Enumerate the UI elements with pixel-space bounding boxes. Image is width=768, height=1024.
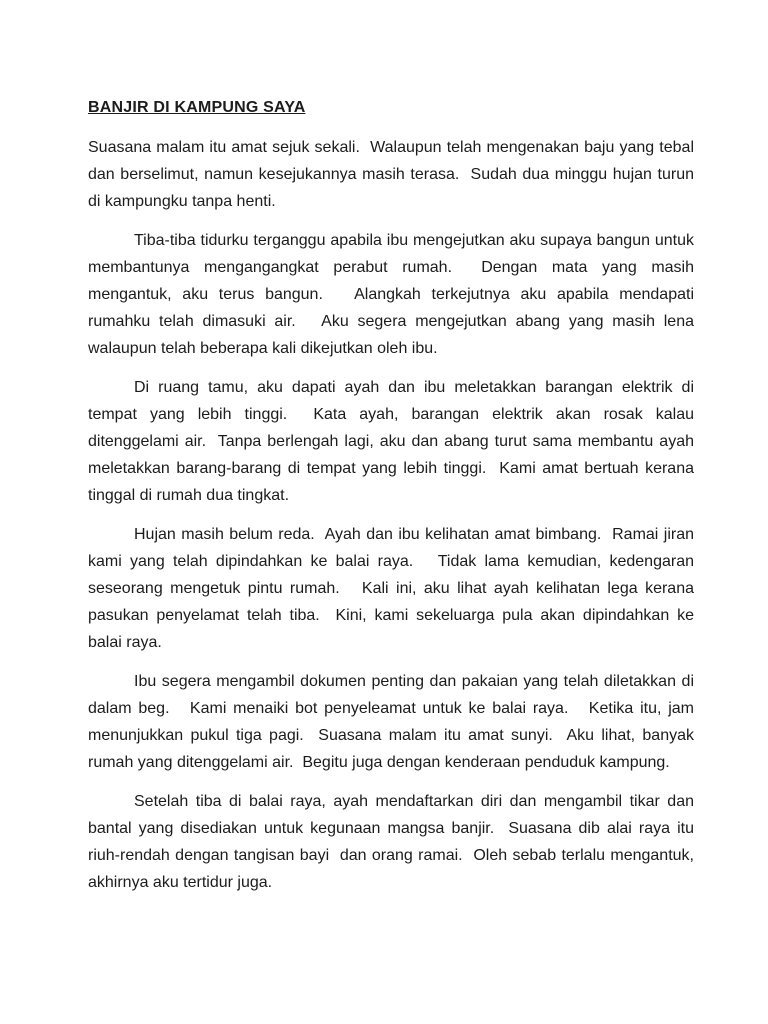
paragraph-4: Hujan masih belum reda. Ayah dan ibu kelihatan amat bimbang. Ramai jiran kami yang telah dipindahkan ke balai raya. Tidak lama kemudian, kedengaran seseorang mengetuk pintu rumah. Kali ini, aku lihat ayah kelihatan lega kerana pasukan penyelamat telah tiba. Kini, kami sekeluarga pula akan dipindahkan ke balai raya. <box>88 526 699 651</box>
paragraph-5: Ibu segera mengambil dokumen penting dan pakaian yang telah diletakkan di dalam beg. Kami menaiki bot penyeleamat untuk ke balai raya. Ketika itu, jam menunjukkan pukul tiga pagi. Suasana malam itu amat sunyi. Aku lihat, banyak rumah yang ditenggelami air. Begitu juga dengan kenderaan penduduk kampung. <box>88 673 699 771</box>
paragraph-1: Suasana malam itu amat sejuk sekali. Walaupun telah mengenakan baju yang tebal dan berselimut, namun kesejukannya masih terasa. Sudah dua minggu hujan turun di kampungku tanpa henti. <box>88 139 699 210</box>
paragraph-3: Di ruang tamu, aku dapati ayah dan ibu meletakkan barangan elektrik di tempat yang lebih tinggi. Kata ayah, barangan elektrik akan rosak kalau ditenggelami air. Tanpa berlengah lagi, aku dan abang turut sama membantu ayah meletakkan barang-barang di tempat yang lebih tinggi. Kami amat bertuah kerana tinggal di rumah dua tingkat. <box>88 379 699 504</box>
document-title: BANJIR DI KAMPUNG SAYA <box>88 99 306 116</box>
paragraph-2: Tiba-tiba tidurku terganggu apabila ibu mengejutkan aku supaya bangun untuk membantunya mengangangkat perabut rumah. Dengan mata yang masih mengantuk, aku terus bangun. Alangkah terkejutnya aku apabila mendapati rumahku telah dimasuki air. Aku segera mengejutkan abang yang masih lena walaupun telah beberapa kali dikejutkan oleh ibu. <box>88 232 699 357</box>
paragraph-6: Setelah tiba di balai raya, ayah mendaftarkan diri dan mengambil tikar dan bantal yang disediakan untuk kegunaan mangsa banjir. Suasana dib alai raya itu riuh-rendah dengan tangisan bayi dan orang ramai. Oleh sebab terlalu mengantuk, akhirnya aku tertidur juga. <box>88 793 699 891</box>
